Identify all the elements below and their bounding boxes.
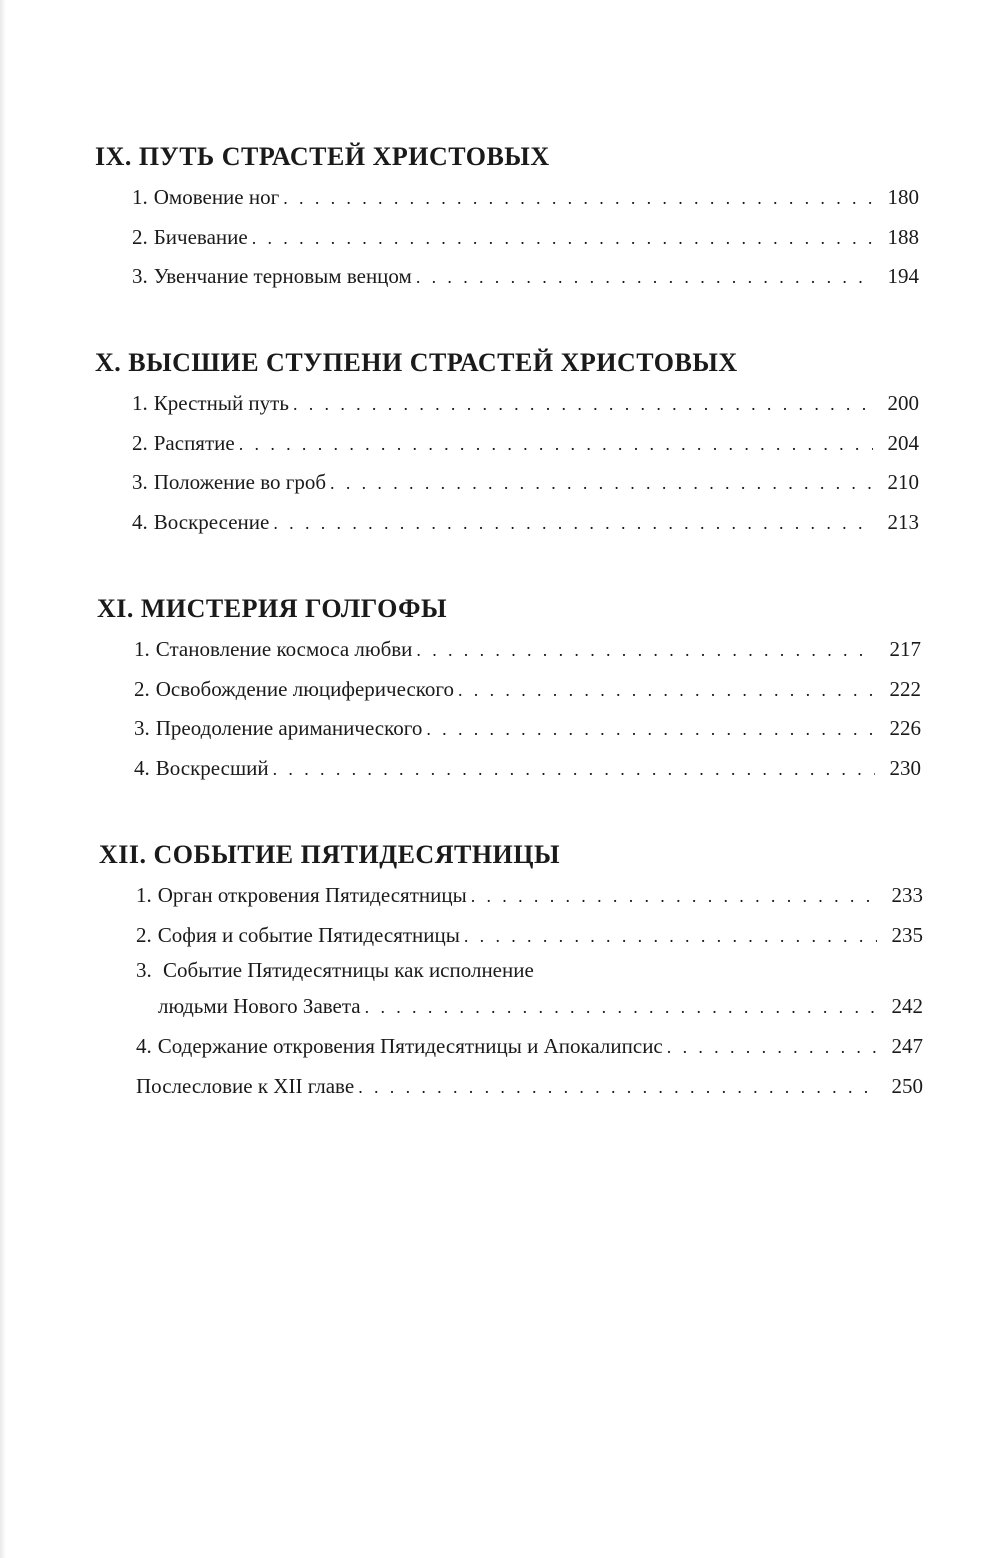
entry-list (99, 876, 929, 1106)
entry-label: Омовение ног (153, 185, 280, 209)
entry-page: 213 (887, 509, 919, 534)
entry-label: Преодоление ариманического (155, 716, 423, 740)
dot-leader (330, 464, 873, 504)
entry-second-line (136, 985, 929, 1027)
toc-entry[interactable] (97, 630, 927, 670)
entry-label: Положение во гроб (153, 470, 327, 494)
entry-number: 1. (132, 185, 148, 209)
entry-number: 2. (134, 676, 150, 701)
entry-number: 3. (136, 958, 152, 982)
entry-label: Распятие (153, 430, 235, 455)
entry-number: 1. (134, 637, 150, 661)
entry-first-line (136, 955, 929, 985)
entry-label: Освобождение люциферического (155, 676, 454, 701)
entry-page: 222 (889, 676, 921, 701)
entry-page: 230 (889, 755, 921, 780)
dot-leader (365, 986, 877, 1028)
entry-number: 4. (136, 1034, 152, 1058)
toc-entry[interactable] (95, 503, 925, 543)
toc-entry[interactable] (97, 709, 927, 749)
toc-entry-afterword[interactable] (99, 1067, 929, 1107)
dot-leader (458, 671, 875, 711)
dot-leader (252, 219, 873, 259)
entry-label: София и событие Пятидесятницы (157, 922, 460, 947)
section-title: XI. МИСТЕРИЯ ГОЛГОФЫ (97, 594, 447, 623)
scan-edge-shadow (0, 0, 6, 1558)
entry-list (95, 384, 925, 542)
entry-number: 1. (136, 883, 152, 907)
entry-list (95, 178, 925, 297)
entry-page: 210 (887, 470, 919, 494)
toc-entry[interactable] (95, 424, 925, 464)
entry-label: Воскресший (155, 755, 269, 780)
dot-leader (471, 877, 877, 917)
dot-leader (239, 425, 873, 465)
entry-page: 204 (887, 430, 919, 455)
dot-leader (273, 504, 873, 544)
toc-entry[interactable] (99, 955, 929, 1027)
entry-page: 200 (887, 391, 919, 415)
entry-page: 180 (887, 185, 919, 209)
section-title: XII. СОБЫТИЕ ПЯТИДЕСЯТНИЦЫ (99, 840, 561, 869)
toc-entry[interactable] (99, 876, 929, 916)
entry-label: Послесловие к XII главе (136, 1073, 355, 1098)
entry-page: 194 (887, 264, 919, 288)
entry-label: Увенчание терновым венцом (153, 264, 412, 288)
section-title: IX. ПУТЬ СТРАСТЕЙ ХРИСТОВЫХ (95, 142, 550, 171)
entry-number: 2. (132, 224, 148, 249)
toc-entry[interactable] (95, 384, 925, 424)
toc-entry[interactable] (95, 178, 925, 218)
toc-entry[interactable] (95, 463, 925, 503)
entry-number: 4. (132, 509, 148, 534)
toc-entry[interactable] (95, 218, 925, 258)
dot-leader (293, 385, 873, 425)
entry-number: 3. (134, 716, 150, 740)
toc-section-ix (95, 140, 925, 297)
entry-page: 247 (891, 1034, 923, 1058)
toc-section-x (95, 346, 925, 542)
dot-leader (273, 750, 875, 790)
entry-page: 250 (891, 1073, 923, 1098)
toc-entry[interactable] (99, 916, 929, 956)
entry-label: Событие Пятидесятницы как исполнение (163, 958, 534, 982)
dot-leader (283, 179, 873, 219)
entry-label: Орган откровения Пятидесятницы (157, 883, 467, 907)
entry-label: Крестный путь (153, 391, 289, 415)
dot-leader (416, 258, 873, 298)
entry-number: 3. (132, 264, 148, 288)
toc-entry[interactable] (97, 749, 927, 789)
dot-leader (667, 1028, 877, 1068)
entry-page: 217 (889, 637, 921, 661)
toc-entry[interactable] (97, 670, 927, 710)
entry-label: Бичевание (153, 224, 248, 249)
entry-label: Содержание откровения Пятидесятницы и Апокалипсис (157, 1034, 663, 1058)
entry-number: 4. (134, 755, 150, 780)
entry-list (97, 630, 927, 788)
entry-page: 235 (891, 922, 923, 947)
toc-section-xi (97, 592, 927, 788)
entry-number: 2. (136, 922, 152, 947)
dot-leader (464, 917, 877, 957)
entry-label: Воскресение (153, 509, 270, 534)
entry-label: Становление космоса любви (155, 637, 413, 661)
entry-label-continuation: людьми Нового Завета (158, 994, 361, 1018)
entry-page: 226 (889, 716, 921, 740)
entry-number: 3. (132, 470, 148, 494)
toc-section-xii (99, 838, 929, 1106)
entry-page: 188 (887, 224, 919, 249)
dot-leader (358, 1068, 877, 1108)
entry-page: 233 (891, 883, 923, 907)
dot-leader (416, 631, 875, 671)
section-title: X. ВЫСШИЕ СТУПЕНИ СТРАСТЕЙ ХРИСТОВЫХ (95, 348, 738, 377)
toc-entry[interactable] (99, 1027, 929, 1067)
entry-number: 1. (132, 391, 148, 415)
entry-number: 2. (132, 430, 148, 455)
dot-leader (426, 710, 875, 750)
entry-page: 242 (891, 994, 923, 1018)
toc-entry[interactable] (95, 257, 925, 297)
